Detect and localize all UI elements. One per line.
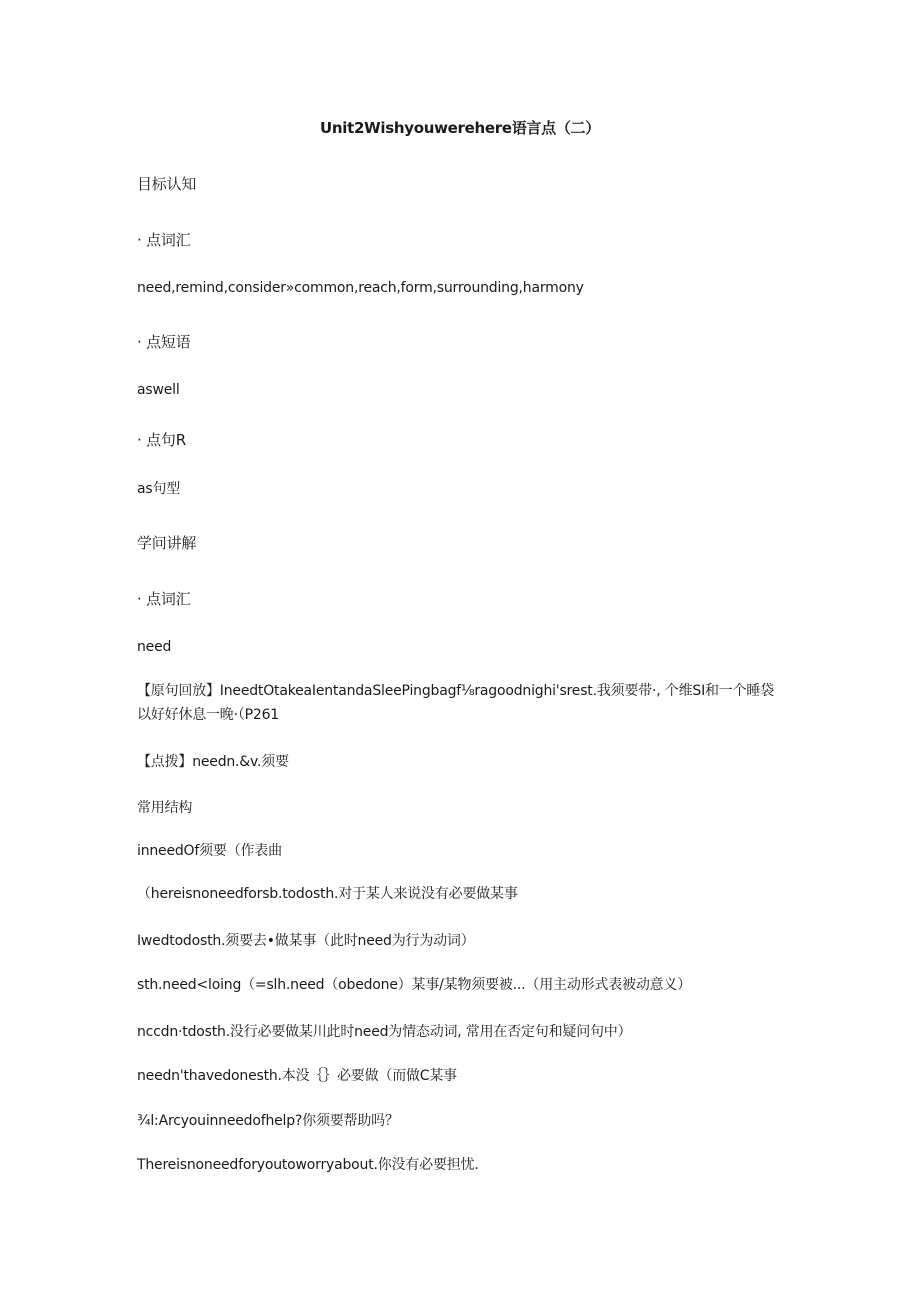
- structure-5: nccdn·tdosth.没行必要做某川此时need为情态动词, 常用在否定句和疑问句中）: [137, 1024, 632, 1040]
- key-vocab-words: need,remind,consider»common,reach,form,surrounding,harmony: [137, 280, 584, 296]
- goals-heading: 目标认知: [137, 175, 197, 193]
- key-vocab-label: · 点词汇: [137, 231, 191, 249]
- example-2: Thereisnoneedforyoutoworryabout.你没有必要担忧.: [137, 1157, 479, 1173]
- tip-line: 【点拨】needn.&v.须要: [137, 754, 289, 770]
- key-sentence-label: · 点句R: [137, 431, 186, 449]
- structure-4: sth.need<loing（=slh.need（obedone）某事/某物须要被...（用主动形式表被动意义）: [137, 977, 692, 993]
- common-structures-heading: 常用结构: [137, 800, 193, 816]
- key-phrase-label: · 点短语: [137, 333, 191, 351]
- word-need: need: [137, 639, 172, 655]
- structure-6: needn'thavedonesth.本没｛｝必要做（而做C某事: [137, 1068, 457, 1084]
- explain-vocab-label: · 点词汇: [137, 590, 191, 608]
- structure-2: （hereisnoneedforsb.todosth.对于某人来说没有必要做某事: [137, 886, 518, 902]
- key-sentence-words: as句型: [137, 481, 181, 497]
- explain-heading: 学问讲解: [137, 534, 197, 552]
- key-phrase-words: aswell: [137, 382, 180, 398]
- structure-3: Iwedtodosth.须要去•做某事（此时need为行为动词）: [137, 933, 475, 949]
- document-title: Unit2Wishyouwerehere语言点（二）: [320, 119, 600, 137]
- example-1: ¾l:Arcyouinneedofhelp?你须要帮助吗？: [137, 1113, 399, 1129]
- structure-1: inneedOf须要（作表曲: [137, 843, 282, 859]
- original-sentence: 【原句回放】IneedtOtakeaIentandaSleePingbagf⅛ragoodnighi'srest.我须要带·, 个维SI和一个睡袋以好好休息一晚·（P261: [137, 683, 775, 723]
